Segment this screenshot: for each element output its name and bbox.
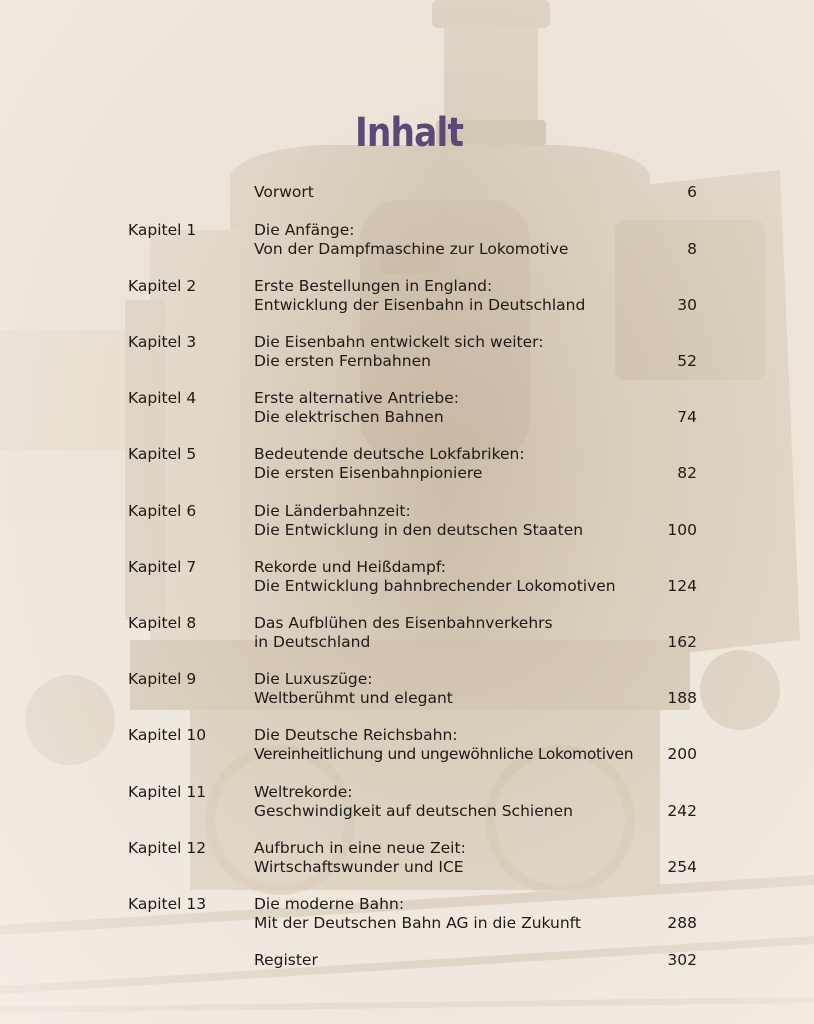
page-number: 254 <box>667 858 697 876</box>
entry-title-line2: in Deutschland <box>254 633 371 651</box>
toc-entry-kapitel-7[interactable] <box>0 558 814 598</box>
entry-title <box>254 183 314 202</box>
entry-title <box>254 670 453 708</box>
entry-title-line2: Die Entwicklung bahnbrechender Lokomotiven <box>254 577 616 595</box>
toc-entry-kapitel-4[interactable] <box>0 389 814 429</box>
page-number: 302 <box>667 951 697 969</box>
chapter-label: Kapitel 4 <box>128 389 197 407</box>
entry-title-line2: Die Entwicklung in den deutschen Staaten <box>254 521 584 539</box>
toc-entry-kapitel-12[interactable] <box>0 839 814 879</box>
page-number: 188 <box>667 689 697 707</box>
toc-entry-kapitel-1[interactable] <box>0 221 814 261</box>
entry-title-line2: Die elektrischen Bahnen <box>254 408 444 426</box>
toc-entry-kapitel-10[interactable] <box>0 726 814 766</box>
page-title: Inhalt <box>354 110 464 156</box>
entry-title-line1: Die Länderbahnzeit: <box>254 502 411 520</box>
entry-title-line2: Entwicklung der Eisenbahn in Deutschland <box>254 296 586 314</box>
entry-title-line1: Vorwort <box>254 183 314 201</box>
page-number: 74 <box>677 408 697 426</box>
entry-title <box>254 333 543 371</box>
toc-entry-register[interactable] <box>0 951 814 991</box>
chapter-label: Kapitel 7 <box>128 558 197 576</box>
entry-title-line2: Wirtschaftswunder und ICE <box>254 858 464 876</box>
toc-entry-kapitel-5[interactable] <box>0 445 814 485</box>
entry-title-line2: Geschwindigkeit auf deutschen Schienen <box>254 802 573 820</box>
page-number: 162 <box>667 633 697 651</box>
entry-title-line1: Erste alternative Antriebe: <box>254 389 459 407</box>
toc-entry-kapitel-2[interactable] <box>0 277 814 317</box>
chapter-label: Kapitel 8 <box>128 614 197 632</box>
page-number: 6 <box>687 183 697 201</box>
chapter-label: Kapitel 11 <box>128 783 207 801</box>
chapter-label: Kapitel 9 <box>128 670 197 688</box>
chapter-label: Kapitel 12 <box>128 839 207 857</box>
page-number: 100 <box>667 521 697 539</box>
entry-title-line1: Die Anfänge: <box>254 221 355 239</box>
toc-entry-vorwort[interactable] <box>0 183 814 223</box>
toc-entry-kapitel-11[interactable] <box>0 783 814 823</box>
entry-title-line1: Aufbruch in eine neue Zeit: <box>254 839 466 857</box>
page-number: 200 <box>667 745 697 763</box>
page-number: 82 <box>677 464 697 482</box>
toc-entry-kapitel-3[interactable] <box>0 333 814 373</box>
chapter-label: Kapitel 1 <box>128 221 197 239</box>
entry-title-line2: Von der Dampfmaschine zur Lokomotive <box>254 240 569 258</box>
entry-title-line1: Register <box>254 951 318 969</box>
entry-title <box>254 277 585 315</box>
entry-title <box>254 726 633 764</box>
chapter-label: Kapitel 10 <box>128 726 207 744</box>
page-number: 30 <box>677 296 697 314</box>
entry-title-line2: Die ersten Eisenbahnpioniere <box>254 464 483 482</box>
entry-title <box>254 839 466 877</box>
entry-title <box>254 221 568 259</box>
entry-title <box>254 502 583 540</box>
page-number: 124 <box>667 577 697 595</box>
entry-title-line2: Die ersten Fernbahnen <box>254 352 431 370</box>
entry-title <box>254 558 616 596</box>
entry-title-line2: Weltberühmt und elegant <box>254 689 453 707</box>
entry-title-line1: Rekorde und Heißdampf: <box>254 558 446 576</box>
chapter-label: Kapitel 5 <box>128 445 197 463</box>
entry-title-line2: Mit der Deutschen Bahn AG in die Zukunft <box>254 914 581 932</box>
toc-entry-kapitel-6[interactable] <box>0 502 814 542</box>
entry-title-line1: Die Deutsche Reichsbahn: <box>254 726 458 744</box>
page-number: 242 <box>667 802 697 820</box>
entry-title-line1: Das Aufblühen des Eisenbahnverkehrs <box>254 614 553 632</box>
entry-title-line1: Bedeutende deutsche Lokfabriken: <box>254 445 525 463</box>
entry-title <box>254 445 525 483</box>
entry-title-line1: Die Luxuszüge: <box>254 670 373 688</box>
chapter-label: Kapitel 6 <box>128 502 197 520</box>
toc-entry-kapitel-8[interactable] <box>0 614 814 654</box>
entry-title-line1: Erste Bestellungen in England: <box>254 277 493 295</box>
entry-title-line1: Die moderne Bahn: <box>254 895 405 913</box>
entry-title <box>254 895 581 933</box>
page-number: 288 <box>667 914 697 932</box>
page-number: 8 <box>687 240 697 258</box>
toc-entry-kapitel-13[interactable] <box>0 895 814 935</box>
entry-title <box>254 783 573 821</box>
entry-title <box>254 614 553 652</box>
entry-title-line1: Weltrekorde: <box>254 783 353 801</box>
toc-entry-kapitel-9[interactable] <box>0 670 814 710</box>
entry-title-line2: Vereinheitlichung und ungewöhnliche Lokomotiven <box>254 745 634 763</box>
page-number: 52 <box>677 352 697 370</box>
entry-title <box>254 951 318 970</box>
entry-title-line1: Die Eisenbahn entwickelt sich weiter: <box>254 333 544 351</box>
chapter-label: Kapitel 2 <box>128 277 197 295</box>
entry-title <box>254 389 459 427</box>
chapter-label: Kapitel 13 <box>128 895 207 913</box>
chapter-label: Kapitel 3 <box>128 333 197 351</box>
